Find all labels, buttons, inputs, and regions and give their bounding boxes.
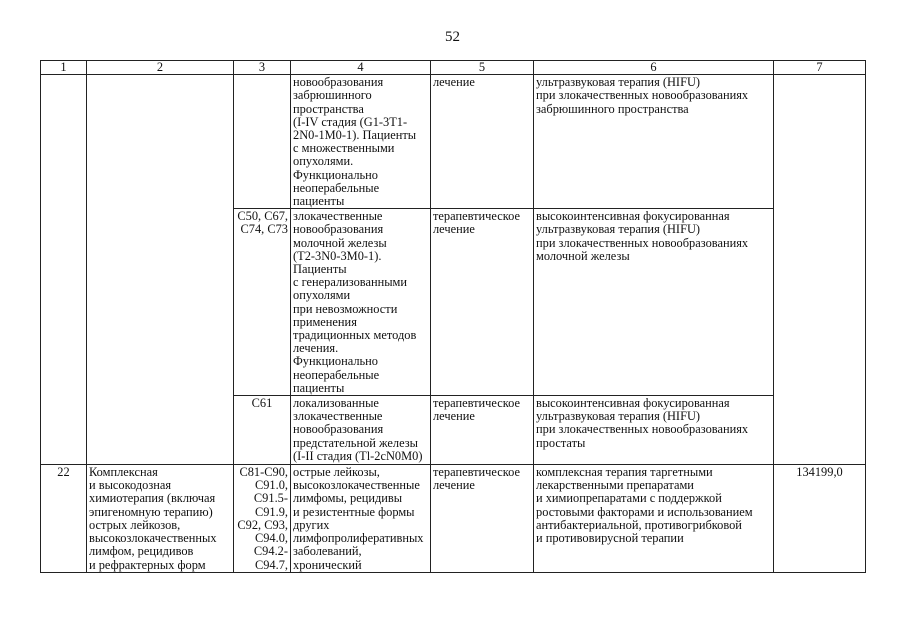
text-line: химиотерапия (включая [89, 491, 216, 506]
table-row [41, 75, 866, 209]
text-line: C74, C73 [240, 222, 288, 237]
column-number-7: 7 [774, 61, 866, 75]
text-line: опухолями. [293, 154, 354, 169]
text-line: высокозлокачественных [89, 531, 217, 546]
codes-cell-empty [234, 75, 291, 209]
text-line: антибактериальной, противогрибковой [536, 517, 742, 532]
text-line: при злокачественных новообразованиях [536, 235, 749, 250]
text-line: злокачественные [293, 409, 383, 424]
text-line: высокоинтенсивная фокусированная [536, 209, 730, 224]
diagnosis-codes-cell [234, 209, 291, 396]
text-line: и резистентные формы [293, 504, 415, 519]
column-number-3: 3 [234, 61, 291, 75]
text-line: простаты [536, 435, 586, 450]
text-line: новообразования [293, 222, 384, 237]
text-line: C61 [251, 396, 273, 411]
table-row [41, 465, 866, 573]
text-line: с множественными [293, 141, 395, 156]
text-line: пространства [293, 101, 364, 116]
text-line: (I-II стадия (Tl-2cN0M0) [293, 448, 423, 463]
text-line: молочной железы [293, 235, 387, 250]
name-cell-empty [87, 75, 234, 465]
patient-model-cell [291, 465, 431, 573]
text-line: комплексная терапия таргетными [536, 465, 713, 480]
care-type-name-cell [87, 465, 234, 573]
text-line: лекарственными препаратами [536, 478, 694, 493]
text-line: Функционально [293, 167, 378, 182]
text-line: заболеваний, [293, 544, 362, 559]
text-line: лечение [433, 75, 475, 90]
text-line: ультразвуковая терапия (HIFU) [536, 75, 701, 90]
patient-model-cell [291, 396, 431, 465]
text-line: лечение [433, 222, 475, 237]
treatment-type-cell [431, 396, 534, 465]
text-line: неоперабельные [293, 180, 380, 195]
text-line: высокоинтенсивная фокусированная [536, 396, 730, 411]
text-line: забрюшинного [293, 88, 372, 103]
text-line: C81-C90, [239, 465, 288, 480]
text-line: C91.5- [253, 491, 288, 506]
text-line: терапевтическое [433, 465, 520, 480]
text-line: и противовирусной терапии [536, 531, 684, 546]
text-line: ростовыми факторами и использованием [536, 504, 753, 519]
text-line: острых лейкозов, [89, 517, 181, 532]
text-line: высокозлокачественные [293, 478, 420, 493]
text-line: C91.9, [254, 504, 288, 519]
column-number-2: 2 [87, 61, 234, 75]
row-number-cell: 22 [41, 465, 87, 573]
text-line: (T2-3N0-3M0-1). [293, 248, 382, 263]
text-line: молочной железы [536, 248, 630, 263]
text-line: лимфом, рецидивов [89, 544, 194, 559]
text-line: других [293, 517, 330, 532]
text-line: с генерализованными [293, 275, 408, 290]
text-line: и химиопрепаратами с поддержкой [536, 491, 722, 506]
treatment-method-cell [534, 465, 774, 573]
medical-care-table [40, 60, 866, 573]
text-line: лечение [433, 409, 475, 424]
text-line: C50, C67, [237, 209, 288, 224]
treatment-method-cell [534, 209, 774, 396]
text-line: ультразвуковая терапия (HIFU) [536, 409, 701, 424]
text-line: пациенты [293, 194, 345, 209]
text-line: эпигеномную терапию) [89, 504, 213, 519]
text-line: лечение [433, 478, 475, 493]
page-number: 52 [445, 29, 460, 45]
patient-model-cell [291, 75, 431, 209]
text-line: терапевтическое [433, 209, 520, 224]
treatment-type-cell [431, 209, 534, 396]
column-number-header-row [41, 61, 866, 75]
diagnosis-codes-cell [234, 396, 291, 465]
text-line: лимфомы, рецидивы [293, 491, 403, 506]
text-line: терапевтическое [433, 396, 520, 411]
text-line: забрюшинного пространства [536, 101, 689, 116]
price-cell: 134199,0 [774, 465, 866, 573]
text-line: C91.0, [254, 478, 288, 493]
text-line: новообразования [293, 75, 384, 90]
text-line: хронический [293, 557, 362, 572]
treatment-type-cell [431, 465, 534, 573]
text-line: C94.2- [253, 544, 288, 559]
price-cell-empty [774, 75, 866, 465]
text-line: злокачественные [293, 209, 383, 224]
text-line: C94.0, [254, 531, 288, 546]
text-line: неоперабельные [293, 367, 380, 382]
text-line: Функционально [293, 354, 378, 369]
text-line: пациенты [293, 380, 345, 395]
column-number-4: 4 [291, 61, 431, 75]
text-line: 2N0-1M0-1). Пациенты [293, 128, 417, 143]
text-line: применения [293, 314, 357, 329]
text-line: C94.7, [254, 557, 288, 572]
text-line: ультразвуковая терапия (HIFU) [536, 222, 701, 237]
text-line: лимфопролиферативных [293, 531, 424, 546]
text-line: Комплексная [89, 465, 158, 480]
text-line: острые лейкозы, [293, 465, 380, 480]
text-line: и рефрактерных форм [89, 557, 206, 572]
text-line: (I-IV стадия (G1-3T1- [293, 114, 408, 129]
text-line: традиционных методов [293, 328, 417, 343]
text-line: при невозможности [293, 301, 398, 316]
text-line: локализованные [293, 396, 379, 411]
text-line: Пациенты [293, 262, 347, 277]
text-line: лечения. [293, 341, 339, 356]
text-line: и высокодозная [89, 478, 172, 493]
treatment-type-cell [431, 75, 534, 209]
diagnosis-codes-cell [234, 465, 291, 573]
text-line: при злокачественных новообразованиях [536, 422, 749, 437]
text-line: предстательной железы [293, 435, 418, 450]
column-number-5: 5 [431, 61, 534, 75]
text-line: C92, C93, [237, 517, 288, 532]
text-line: новообразования [293, 422, 384, 437]
text-line: при злокачественных новообразованиях [536, 88, 749, 103]
treatment-method-cell [534, 396, 774, 465]
treatment-method-cell [534, 75, 774, 209]
column-number-1: 1 [41, 61, 87, 75]
text-line: опухолями [293, 288, 351, 303]
number-cell-empty [41, 75, 87, 465]
patient-model-cell [291, 209, 431, 396]
column-number-6: 6 [534, 61, 774, 75]
